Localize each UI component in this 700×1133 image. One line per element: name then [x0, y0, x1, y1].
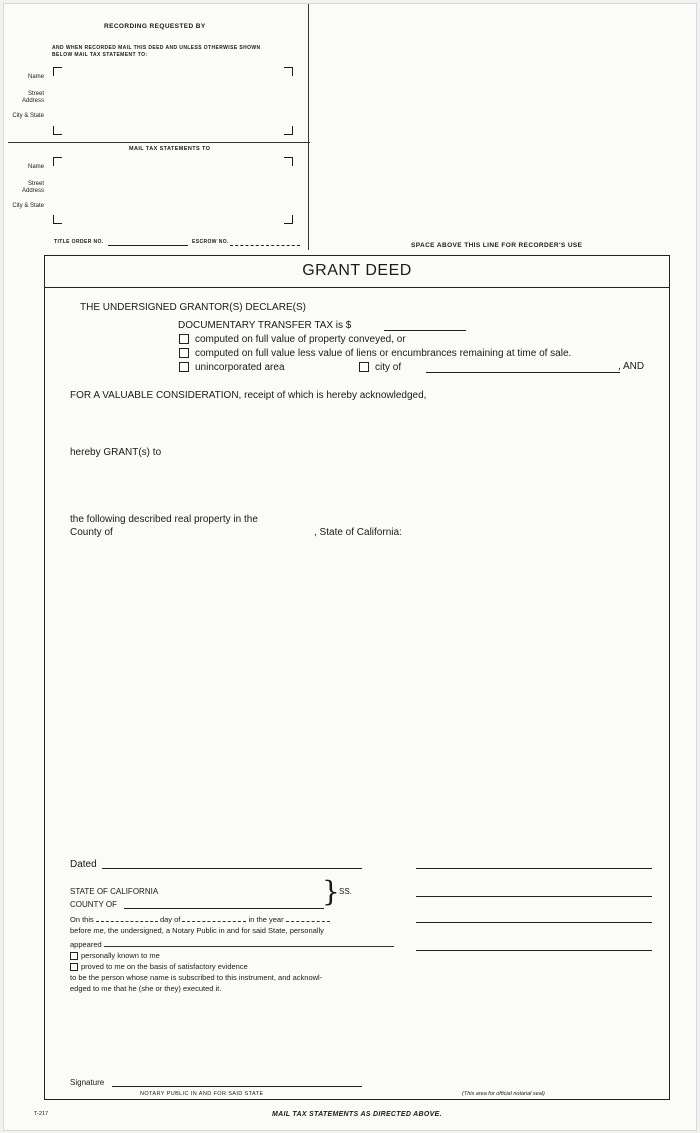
mail-tax-statements-to: MAIL TAX STATEMENTS TO [129, 146, 211, 152]
option-unincorporated [179, 362, 285, 373]
address-box-corner [53, 215, 62, 224]
state-label: STATE OF CALIFORNIA [70, 887, 159, 896]
grantor-signature-line[interactable] [416, 896, 652, 897]
in-the-year-label: in the year [248, 915, 284, 924]
street-address-label: Street Address [21, 181, 44, 194]
less-liens-checkbox[interactable] [179, 348, 189, 358]
ss-label: SS. [339, 887, 352, 896]
escrow-field[interactable] [230, 245, 300, 246]
appeared-label: appeared [70, 940, 102, 949]
year-field[interactable] [286, 921, 330, 922]
state-of-california-text: , State of California: [314, 527, 402, 538]
address-box-corner [284, 67, 293, 76]
seal-area-label: (This area for official notarial seal) [462, 1091, 545, 1097]
recorders-use-note: SPACE ABOVE THIS LINE FOR RECORDER'S USE [411, 242, 583, 249]
day-field[interactable] [96, 921, 158, 922]
option-less-liens [179, 348, 571, 359]
header-divider [308, 4, 309, 250]
on-this-line [70, 914, 410, 925]
notary-text-block [70, 914, 410, 994]
mail-instruction-2: BELOW MAIL TAX STATEMENT TO: [52, 52, 148, 58]
property-text: the following described real property in the [70, 514, 258, 525]
city-state-label: City & State [12, 113, 44, 119]
option-less-liens-label: computed on full value less value of liens or encumbrances remaining at time of sale. [195, 348, 572, 359]
county-notary-field[interactable] [124, 908, 324, 909]
option-city-label: city of [375, 362, 402, 373]
to-be-person-text: to be the person whose name is subscribed to this instrument, and acknowl- [70, 973, 323, 982]
recording-requested-by: RECORDING REQUESTED BY [104, 23, 206, 30]
title-divider [44, 287, 670, 288]
proved-checkbox[interactable] [70, 963, 78, 971]
address-box-corner [284, 157, 293, 166]
form-number: T-217 [34, 1111, 49, 1117]
before-me-text: before me, the undersigned, a Notary Public in and for said State, personally [70, 926, 324, 935]
address-box-corner [284, 126, 293, 135]
city-field[interactable] [426, 372, 620, 373]
appeared-line [70, 939, 410, 950]
transfer-tax-amount-field[interactable] [384, 330, 466, 331]
day-of-label: day of [159, 915, 181, 924]
personally-known-row [70, 950, 410, 961]
option-full-value [179, 334, 406, 345]
signature-label: Signature [70, 1078, 105, 1087]
option-unincorporated-label: unincorporated area [195, 362, 285, 373]
divider [8, 142, 310, 143]
notary-public-label: NOTARY PUBLIC IN AND FOR SAID STATE [140, 1091, 264, 1097]
option-full-value-label: computed on full value of property conveyed, or [195, 334, 406, 345]
appeared-field[interactable] [104, 946, 394, 947]
dated-field[interactable] [102, 868, 362, 869]
title-order-label: TITLE ORDER NO. [54, 239, 104, 245]
address-box-corner [284, 215, 293, 224]
address-box-corner [53, 157, 62, 166]
county-notary-label: COUNTY OF [70, 900, 117, 909]
grantor-signature-line[interactable] [416, 922, 652, 923]
unincorporated-checkbox[interactable] [179, 362, 189, 372]
brace-symbol: } [322, 875, 340, 908]
name-label: Name [27, 74, 44, 80]
dated-label: Dated [70, 859, 97, 870]
mail-tax-footer: MAIL TAX STATEMENTS AS DIRECTED ABOVE. [272, 1111, 442, 1118]
document-page [3, 3, 697, 1131]
escrow-label: ESCROW NO. [192, 239, 229, 245]
name-label: Name [27, 164, 44, 170]
transfer-tax-label: DOCUMENTARY TRANSFER TAX is $ [178, 320, 352, 331]
title-order-field[interactable] [108, 245, 188, 246]
executed-text: edged to me that he (she or they) executed it. [70, 984, 222, 993]
consideration-text: FOR A VALUABLE CONSIDERATION, receipt of which is hereby acknowledged, [70, 390, 427, 401]
address-box-corner [53, 126, 62, 135]
personally-known-checkbox[interactable] [70, 952, 78, 960]
grantor-signature-line[interactable] [416, 950, 652, 951]
month-field[interactable] [182, 921, 246, 922]
option-city [359, 362, 401, 373]
proved-label: proved to me on the basis of satisfactory evidence [81, 962, 248, 971]
personally-known-label: personally known to me [81, 951, 160, 960]
grant-to-text: hereby GRANT(s) to [70, 447, 162, 458]
page-title: GRANT DEED [302, 262, 412, 279]
full-value-checkbox[interactable] [179, 334, 189, 344]
proved-row [70, 961, 410, 972]
grantor-declares: THE UNDERSIGNED GRANTOR(S) DECLARE(S) [80, 302, 306, 313]
address-box-corner [53, 67, 62, 76]
city-checkbox[interactable] [359, 362, 369, 372]
notary-signature-field[interactable] [112, 1086, 362, 1087]
street-address-label: Street Address [21, 91, 44, 104]
mail-instruction-1: AND WHEN RECORDED MAIL THIS DEED AND UNLESS OTHERWISE SHOWN [52, 45, 261, 51]
county-label: County of [70, 527, 113, 538]
and-label: , AND [618, 361, 645, 372]
on-this-label: On this [70, 915, 94, 924]
city-state-label: City & State [12, 203, 44, 209]
grantor-signature-line[interactable] [416, 868, 652, 869]
